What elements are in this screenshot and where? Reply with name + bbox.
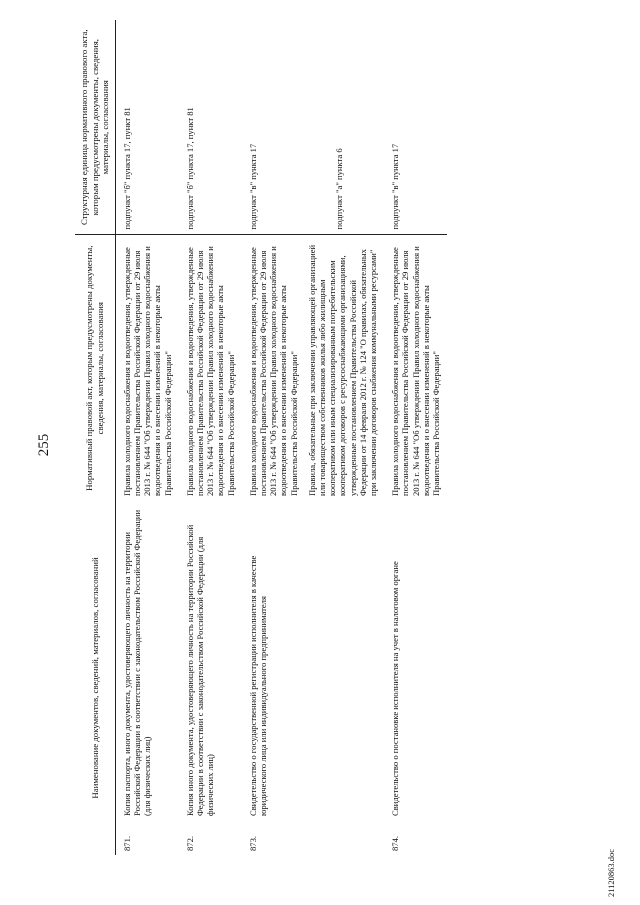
row-unit: подпункт "в" пункта 17 bbox=[384, 20, 447, 235]
act-text: Правила холодного водоснабжения и водоотведения, утвержденные постановлением Правительства Российской Федерации от 29 июля 2013 г. № 644 "Об утверждении Правил холодного водоснабжения и водоотведения и о внесении изменений в некоторые акты Правительства Российской Федерации" bbox=[390, 246, 442, 496]
act-text: Правила, обязательные при заключении управляющей организацией или товариществом собственников жилья либо жилищным кооперативом или иным специализированным потребительским кооперативом договоров с ресурсоснабжающими организациями, утвержденные постановлением Правительства Российской Федерации от 14 февраля 2012 г. № 124 "О правилах, обязательных при заключении договоров снабжения коммунальными ресурсами" bbox=[306, 244, 379, 496]
unit-text: подпункт "в" пункта 17 bbox=[247, 143, 258, 230]
header-act: Нормативный правовой акт, которым предусмотрены документы, сведения, материалы, согласования bbox=[75, 235, 115, 501]
table-row bbox=[384, 20, 447, 855]
header-name: Наименование документов, сведений, материалов, согласований bbox=[75, 501, 115, 855]
row-number: 872. bbox=[184, 835, 195, 851]
row-act bbox=[115, 235, 179, 501]
table-row bbox=[242, 20, 384, 855]
act-text: Правила холодного водоснабжения и водоотведения, утвержденные постановлением Правительства Российской Федерации от 29 июля 2013 г. № 644 "Об утверждении Правил холодного водоснабжения и водоотведения и о внесении изменений в некоторые акты Правительства Российской Федерации" bbox=[121, 246, 173, 496]
table-header-row bbox=[75, 20, 115, 855]
row-act bbox=[179, 235, 242, 501]
row-name: Копия паспорта, иного документа, удостоверяющего личность на территории Российской Федерации в соответствии с законодательством Российской Федерации (для физических лиц) bbox=[121, 509, 153, 816]
row-name: Свидетельство о постановке исполнителя на учет в налоговом органе bbox=[390, 561, 401, 816]
table-row bbox=[179, 20, 242, 855]
header-unit: Структурная единица нормативного правового акта, которым предусмотрены документы, сведения, материалы, согласования bbox=[75, 20, 115, 235]
documents-table bbox=[75, 20, 447, 855]
row-name: Свидетельство о государственной регистрации исполнителя в качестве юридического лица или индивидуального предпринимателя bbox=[247, 555, 269, 816]
row-number: 874. bbox=[390, 835, 401, 851]
row-number: 873. bbox=[247, 835, 258, 851]
row-act bbox=[384, 235, 447, 501]
file-footer: 21120863.doc bbox=[606, 848, 616, 897]
row-unit bbox=[242, 20, 384, 235]
row-name: Копия иного документа, удостоверяющего личность на территории Российской Федерации в соответствии с законодательством Российской Федерации (для физических лиц) bbox=[184, 524, 216, 816]
row-unit: подпункт "б" пункта 17, пункт 81 bbox=[179, 20, 242, 235]
page-number: 255 bbox=[36, 433, 52, 457]
row-number: 871. bbox=[121, 835, 132, 851]
act-text: Правила холодного водоснабжения и водоотведения, утвержденные постановлением Правительства Российской Федерации от 29 июля 2013 г. № 644 "Об утверждении Правил холодного водоснабжения и водоотведения и о внесении изменений в некоторые акты Правительства Российской Федерации" bbox=[247, 246, 299, 496]
unit-text: подпункт "а" пункта 6 bbox=[334, 148, 345, 230]
row-act bbox=[242, 235, 384, 501]
table-row bbox=[115, 20, 179, 855]
act-text: Правила холодного водоснабжения и водоотведения, утвержденные постановлением Правительства Российской Федерации от 29 июля 2013 г. № 644 "Об утверждении Правил холодного водоснабжения и водоотведения и о внесении изменений в некоторые акты Правительства Российской Федерации" bbox=[184, 246, 236, 496]
row-unit: подпункт "б" пункта 17, пункт 81 bbox=[115, 20, 179, 235]
